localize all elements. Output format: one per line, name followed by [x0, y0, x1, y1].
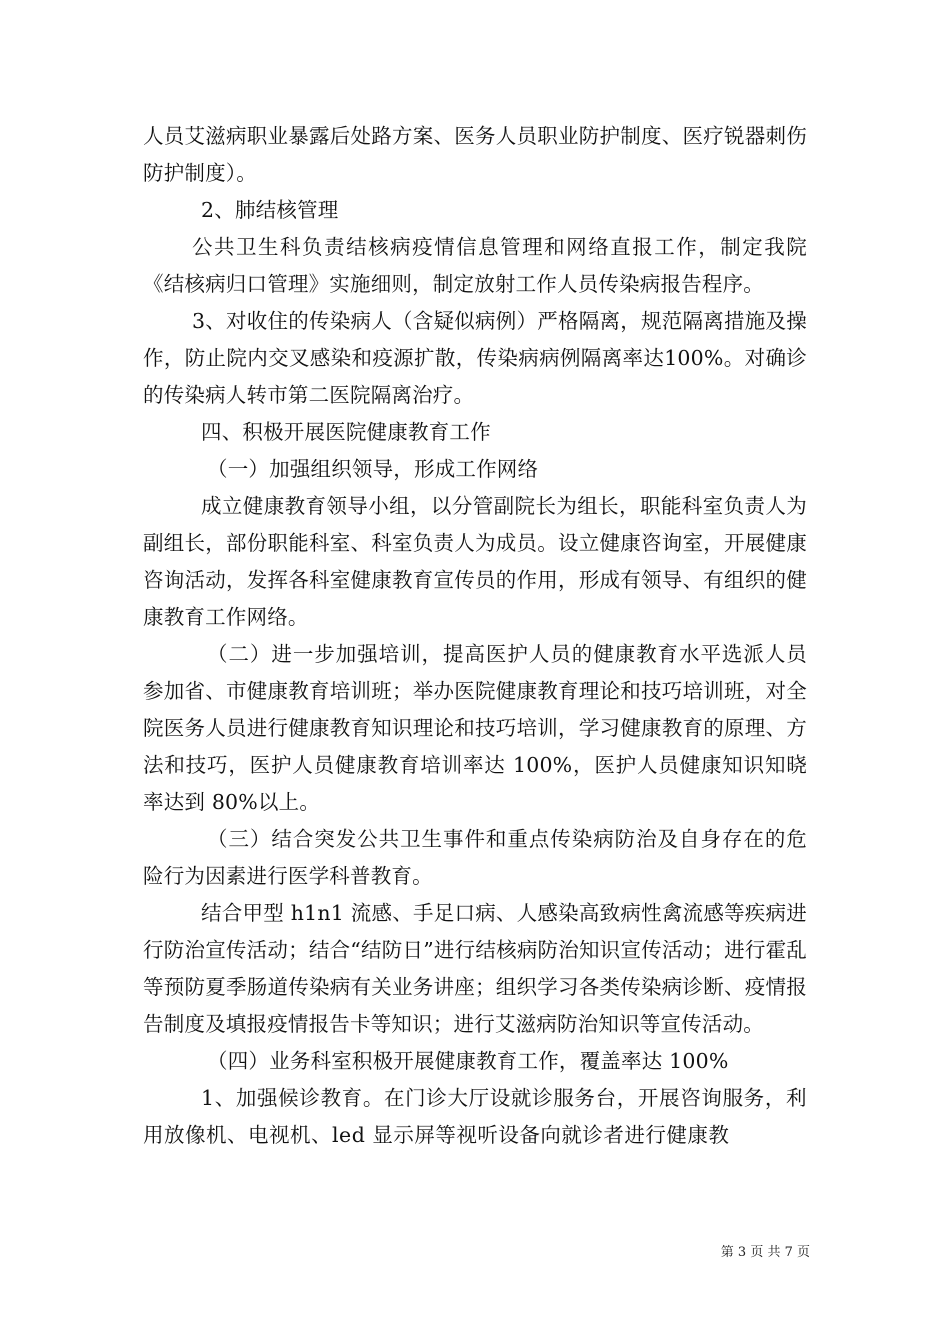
paragraph-isolation: 3、对收住的传染病人（含疑似病例）严格隔离，规范隔离措施及操作，防止院内交叉感染和疫源扩散，传染病病例隔离率达100%。对确诊的传染病人转市第二医院隔离治疗。 [143, 309, 807, 407]
paragraph-tuberculosis: 公共卫生科负责结核病疫情信息管理和网络直报工作，制定我院《结核病归口管理》实施细则，制定放射工作人员传染病报告程序。 [143, 235, 807, 296]
subheading-coverage: （四）业务科室积极开展健康教育工作，覆盖率达 100% [207, 1049, 729, 1073]
paragraph-waiting-education: 1、加强候诊教育。在门诊大厅设就诊服务台，开展咨询服务，利用放像机、电视机、led 显示屏等视听设备向就诊者进行健康教 [143, 1086, 807, 1147]
paragraph-science-education: （三）结合突发公共卫生事件和重点传染病防治及自身存在的危险行为因素进行医学科普教育。 [143, 827, 807, 888]
document-body [143, 118, 807, 1154]
paragraph-continuation: 人员艾滋病职业暴露后处路方案、医务人员职业防护制度、医疗锐器刺伤防护制度）。 [143, 124, 807, 185]
paragraph-organization: 成立健康教育领导小组，以分管副院长为组长，职能科室负责人为副组长，部份职能科室、科室负责人为成员。设立健康咨询室，开展健康咨询活动，发挥各科室健康教育宣传员的作用，形成有领导、有组织的健康教育工作网络。 [143, 494, 807, 629]
subheading-tuberculosis: 2、肺结核管理 [201, 198, 339, 222]
paragraph-training: （二）进一步加强培训，提高医护人员的健康教育水平选派人员参加省、市健康教育培训班；举办医院健康教育理论和技巧培训班，对全院医务人员进行健康教育知识理论和技巧培训，学习健康教育的原理、方法和技巧，医护人员健康教育培训率达 100%，医护人员健康知识知晓率达到 80%以上。 [143, 642, 807, 814]
subheading-organization: （一）加强组织领导，形成工作网络 [207, 457, 539, 481]
paragraph-campaigns: 结合甲型 h1n1 流感、手足口病、人感染高致病性禽流感等疾病进行防治宣传活动；结合“结防日”进行结核病防治知识宣传活动；进行霍乱等预防夏季肠道传染病有关业务讲座；组织学习各类传染病诊断、疫情报告制度及填报疫情报告卡等知识；进行艾滋病防治知识等宣传活动。 [143, 901, 807, 1036]
section-heading-health-education: 四、积极开展医院健康教育工作 [201, 420, 491, 444]
page-number-footer: 第 3 页 共 7 页 [720, 1245, 810, 1260]
